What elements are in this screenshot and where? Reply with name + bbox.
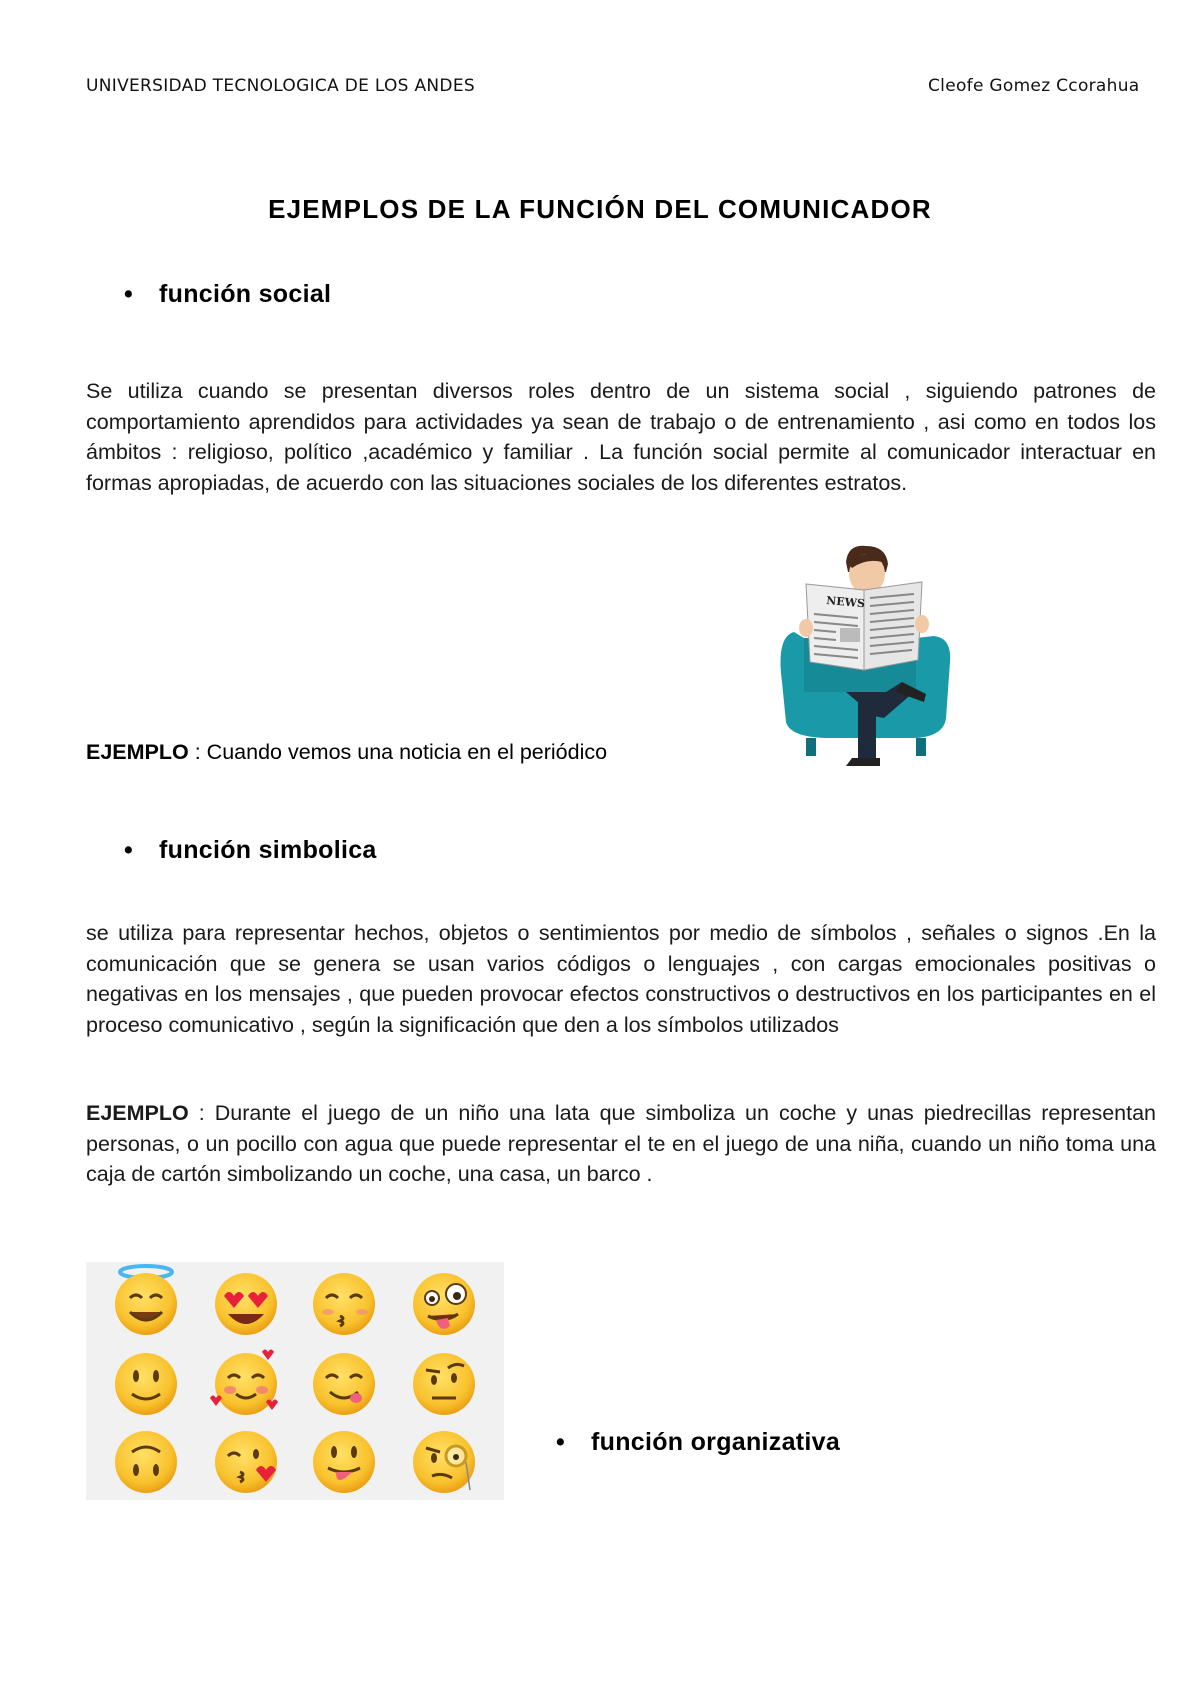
paragraph-social: Se utiliza cuando se presentan diversos roles dentro de un sistema social , siguiendo patrones de comportamiento aprendidos para actividades ya sean de trabajo o de entrenamiento , asi como en todos los ámbitos : religioso, político ,académico y familiar . La función social permite al comunicador interactuar en formas apropiadas, de acuerdo con las situaciones sociales de los diferentes estratos. [86, 379, 1156, 495]
monocle-face-emoji [413, 1431, 475, 1493]
newspaper-title: NEWS [825, 594, 866, 611]
example-text: Cuando vemos una noticia en el periódico [206, 740, 608, 764]
bullet-icon: • [556, 1428, 566, 1456]
example-separator: : [188, 1101, 215, 1125]
man-reading-newspaper-illustration [766, 542, 962, 768]
emoji-grid-image [86, 1262, 504, 1500]
kissing-heart-face-emoji [215, 1431, 277, 1493]
example-social [86, 740, 607, 765]
section-heading-organizativa [556, 1428, 840, 1457]
heart-eyes-face-emoji [215, 1273, 277, 1335]
zany-face-emoji [413, 1273, 475, 1335]
halo-face-emoji [115, 1266, 177, 1335]
tongue-out-face-emoji [313, 1431, 375, 1493]
page-title: EJEMPLOS DE LA FUNCIÓN DEL COMUNICADOR [268, 194, 932, 224]
example-separator: : [188, 740, 207, 764]
paragraph-simbolica: se utiliza para representar hechos, objetos o sentimientos por medio de símbolos , señales o signos .En la comunicación que se genera se usan varios códigos o lenguajes , con cargas emocionales positivas o negativas en los mensajes , que pueden provocar efectos constructivos o destructivos en los participantes en el proceso comunicativo , según la significación que den a los símbolos utilizados [86, 921, 1156, 1037]
bullet-icon: • [124, 280, 134, 308]
example-label: EJEMPLO [86, 740, 189, 764]
example-simbolica [86, 1098, 1156, 1190]
header-author: Cleofe Gomez Ccorahua [928, 76, 1140, 96]
heading-text: función social [159, 280, 332, 308]
raised-eyebrow-face-emoji [413, 1353, 475, 1415]
section-heading-social [124, 280, 331, 309]
header-university: UNIVERSIDAD TECNOLOGICA DE LOS ANDES [86, 76, 475, 96]
heading-text: función simbolica [159, 836, 377, 864]
kissing-smiling-eyes-face-emoji [313, 1273, 375, 1335]
slightly-smiling-face-emoji [115, 1353, 177, 1415]
example-text: Durante el juego de un niño una lata que simboliza un coche y unas piedrecillas representan personas, o un pocillo con agua que puede representar el te en el juego de una niña, cuando un niño toma una caja de cartón simbolizando un coche, una casa, un barco . [86, 1101, 1157, 1186]
yum-face-emoji [313, 1353, 375, 1415]
smiling-hearts-face-emoji [210, 1350, 278, 1416]
bullet-icon: • [124, 836, 134, 864]
example-label: EJEMPLO [86, 1101, 189, 1125]
section-heading-simbolica [124, 836, 377, 865]
upside-down-face-emoji [115, 1431, 177, 1493]
heading-text: función organizativa [591, 1428, 841, 1456]
